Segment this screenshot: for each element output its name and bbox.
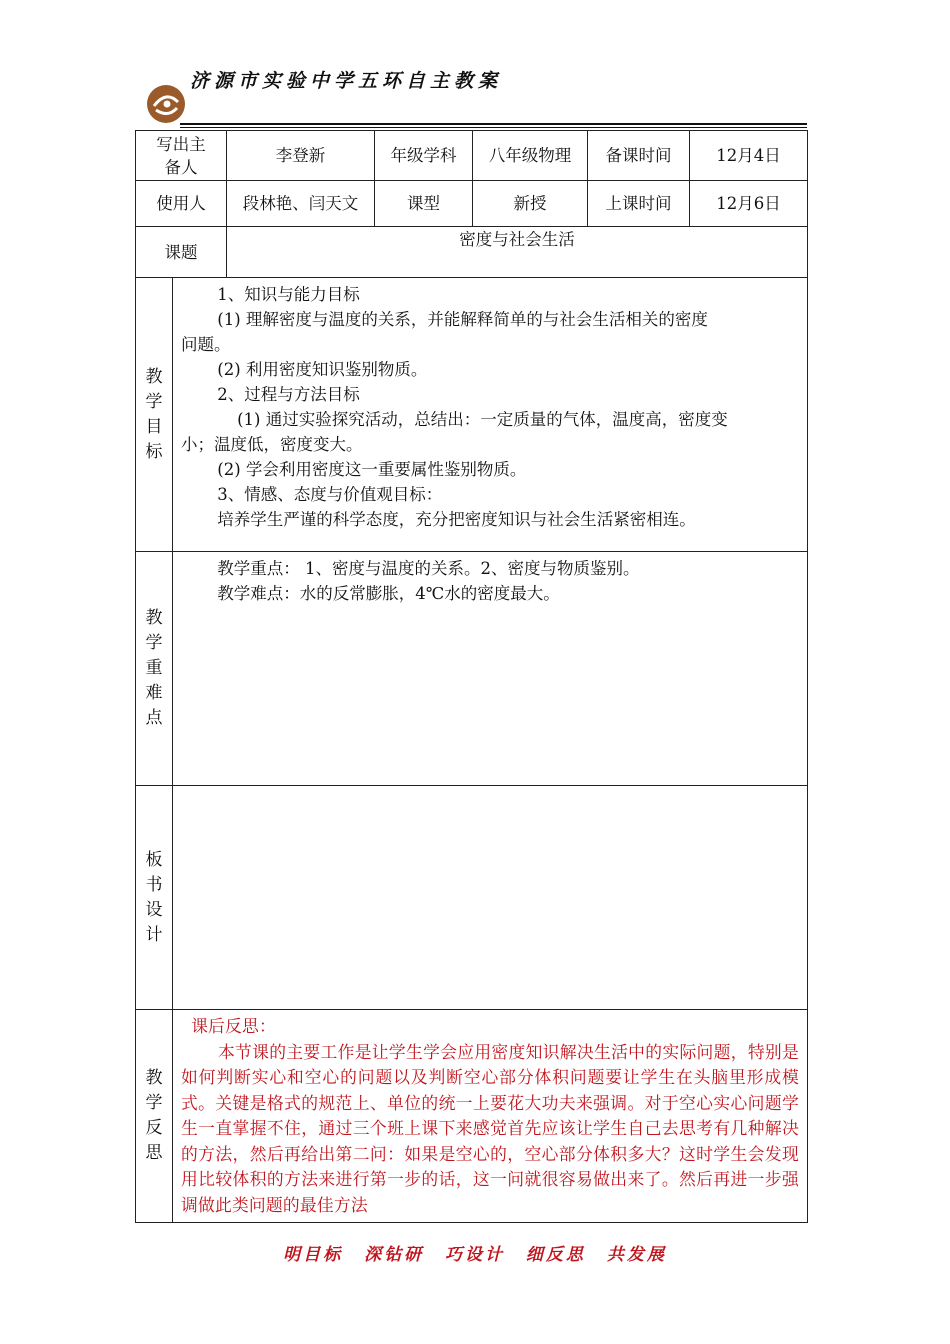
writer-label: 写出主备人: [136, 131, 227, 181]
key-points-label: 教 学 重 难 点: [136, 552, 173, 786]
goals-row: [136, 278, 808, 552]
goal-line: (2) 利用密度知识鉴别物质。: [217, 360, 428, 379]
reflection-content: [173, 1010, 808, 1223]
class-time-value: 12月6日: [690, 181, 808, 227]
lesson-plan-table: [135, 130, 808, 1223]
key-points-row: [136, 552, 808, 786]
info-row-2: [136, 181, 808, 227]
type-label: 课型: [375, 181, 473, 227]
goal-line: 小；温度低，密度变大。: [181, 435, 363, 454]
board-label: 板 书 设 计: [136, 786, 173, 1010]
footer-item: 深钻研: [364, 1245, 425, 1265]
user-value: 段林艳、闫天文: [227, 181, 375, 227]
key-point-line: 教学重点： 1、密度与温度的关系。2、密度与物质鉴别。: [217, 559, 640, 578]
reflection-label: 教 学 反 思: [136, 1010, 173, 1223]
school-logo-icon: [146, 84, 186, 124]
prep-time-label: 备课时间: [588, 131, 690, 181]
goal-line: 1、知识与能力目标: [217, 285, 360, 304]
board-content: [173, 786, 808, 1010]
grade-label: 年级学科: [375, 131, 473, 181]
class-time-label: 上课时间: [588, 181, 690, 227]
topic-row: [136, 227, 808, 278]
grade-value: 八年级物理: [473, 131, 588, 181]
footer-motto: [0, 1240, 950, 1265]
writer-value: 李登新: [227, 131, 375, 181]
footer-item: 共发展: [606, 1245, 667, 1265]
goal-line: 问题。: [181, 335, 231, 354]
board-row: [136, 786, 808, 1010]
reflection-text: 本节课的主要工作是让学生学会应用密度知识解决生活中的实际问题，特别是如何判断实心和空心的问题以及判断空心部分体积问题要让学生在头脑里形成模式。关键是格式的规范上、单位的统一上要花大功夫来强调。对于空心实心问题学生一直掌握不住，通过三个班上课下来感觉首先应该让学生自己去思考有几种解决的方法，然后再给出第二问：如果是空心的，空心部分体积多大？这时学生会发现用比较体积的方法来进行第一步的话，这一问就很容易做出来了。然后再进一步强调做此类问题的最佳方法: [181, 1041, 799, 1215]
key-point-line: 教学难点：水的反常膨胀，4℃水的密度最大。: [217, 584, 560, 603]
goal-line: (1) 通过实验探究活动，总结出：一定质量的气体，温度高，密度变: [237, 410, 728, 429]
goal-line: (2) 学会利用密度这一重要属性鉴别物质。: [217, 460, 527, 479]
header-rule-thin: [180, 127, 807, 128]
type-value: 新授: [473, 181, 588, 227]
footer-item: 明目标: [283, 1245, 344, 1265]
goals-content: [173, 278, 808, 552]
topic-value: 密度与社会生活: [227, 227, 808, 278]
footer-item: 细反思: [525, 1245, 586, 1265]
goals-label: 教 学 目 标: [136, 278, 173, 552]
goal-line: 3、情感、态度与价值观目标：: [217, 485, 443, 504]
reflection-row: [136, 1010, 808, 1223]
header-rule-thick: [180, 123, 807, 125]
footer-item: 巧设计: [445, 1245, 505, 1265]
prep-time-value: 12月4日: [690, 131, 808, 181]
goal-line: 2、过程与方法目标: [217, 385, 360, 404]
topic-label: 课题: [136, 227, 227, 278]
reflection-heading: 课后反思：: [191, 1016, 276, 1036]
key-points-content: [173, 552, 808, 786]
goal-line: (1) 理解密度与温度的关系，并能解释简单的与社会生活相关的密度: [217, 310, 708, 329]
document-header-title: 济源市实验中学五环自主教案: [190, 70, 503, 92]
user-label: 使用人: [136, 181, 227, 227]
goal-line: 培养学生严谨的科学态度，充分把密度知识与社会生活紧密相连。: [217, 510, 696, 529]
info-row-1: [136, 131, 808, 181]
